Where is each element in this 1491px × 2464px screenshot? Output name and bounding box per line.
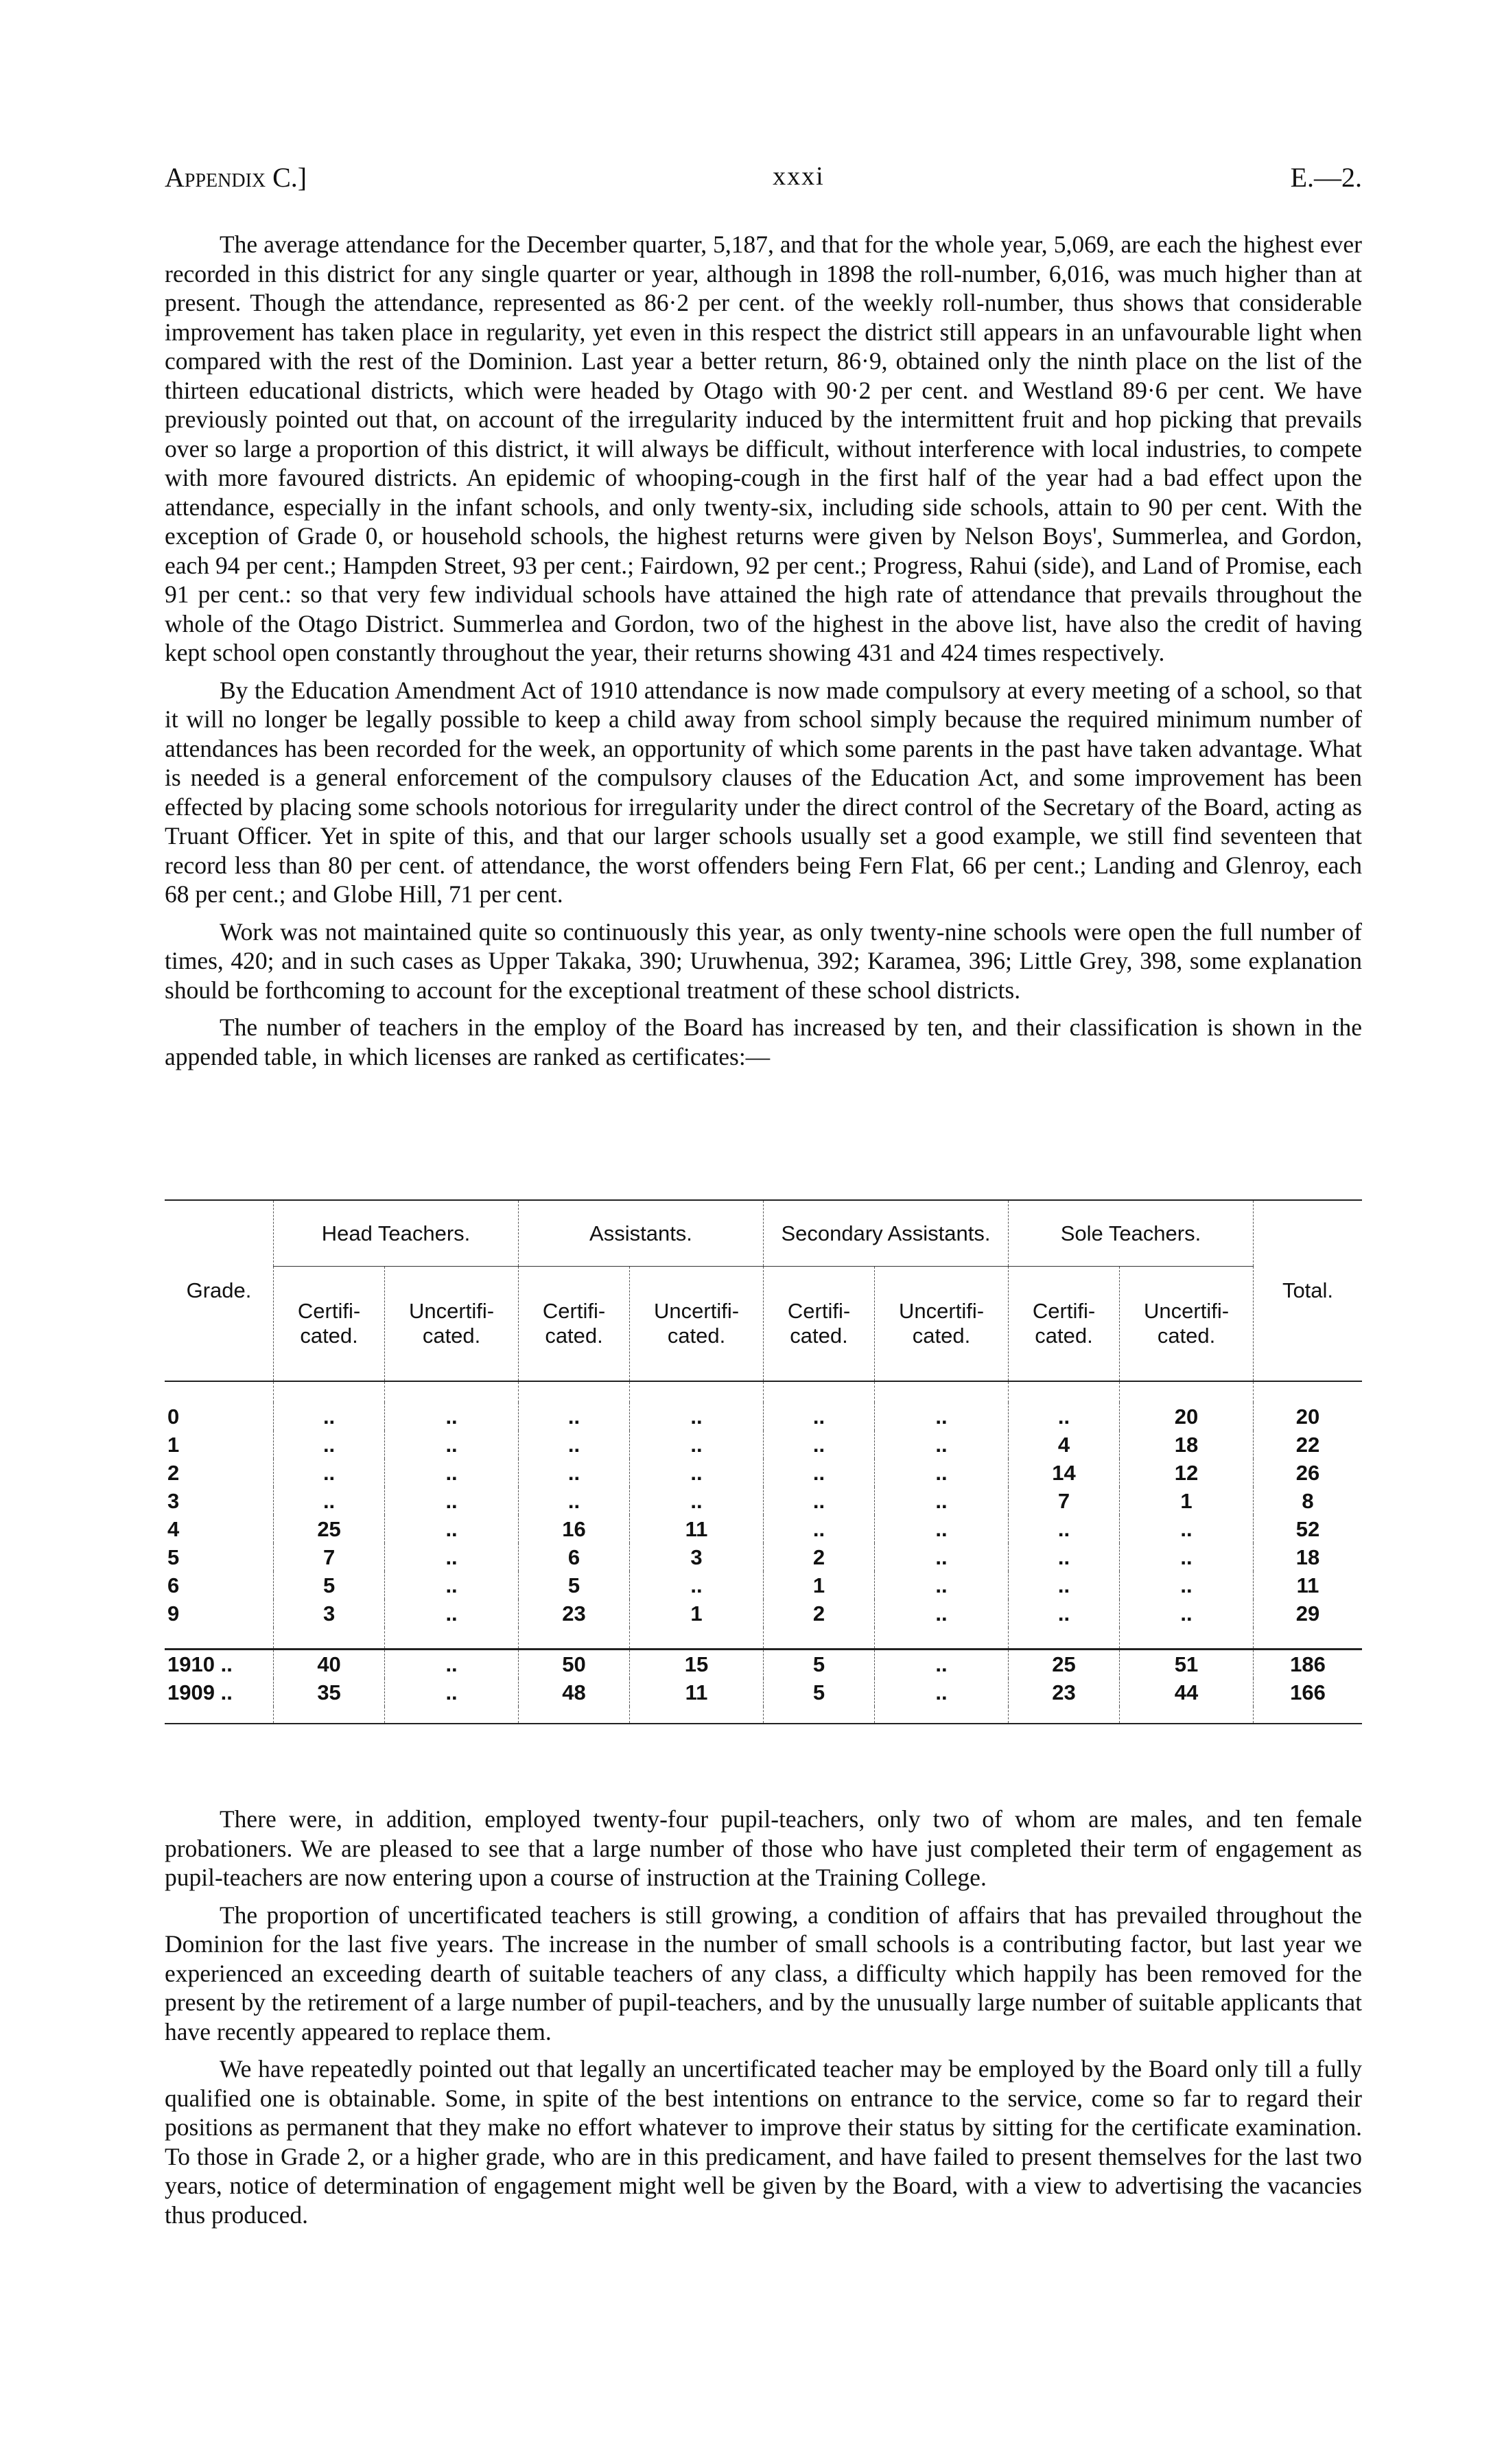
teachers-classification-table xyxy=(165,1199,1362,1724)
value-cell: 1 xyxy=(763,1571,874,1599)
value-cell: .. xyxy=(274,1431,385,1459)
spacer-cell xyxy=(630,1628,764,1650)
value-cell: .. xyxy=(875,1571,1009,1599)
spacer-cell xyxy=(1008,1381,1119,1403)
group-header: Assistants. xyxy=(518,1200,763,1267)
table-row xyxy=(165,1459,1362,1487)
value-cell: .. xyxy=(875,1678,1009,1706)
value-cell: .. xyxy=(763,1515,874,1543)
table-row xyxy=(165,1515,1362,1543)
value-cell: .. xyxy=(385,1515,519,1543)
value-cell: .. xyxy=(630,1459,764,1487)
value-cell: .. xyxy=(630,1431,764,1459)
table-row xyxy=(165,1431,1362,1459)
value-cell: 51 xyxy=(1120,1650,1254,1679)
value-cell: 7 xyxy=(1008,1487,1119,1515)
spacer-cell xyxy=(385,1706,519,1724)
spacer-cell xyxy=(1254,1381,1363,1403)
value-cell: .. xyxy=(875,1650,1009,1679)
spacer-cell xyxy=(763,1706,874,1724)
appendix-label: Appendix C.] xyxy=(165,162,307,193)
value-cell: 11 xyxy=(1254,1571,1363,1599)
value-cell: .. xyxy=(1120,1571,1254,1599)
sub-header: Uncertifi-cated. xyxy=(385,1267,519,1381)
value-cell: .. xyxy=(630,1487,764,1515)
value-cell: .. xyxy=(1120,1515,1254,1543)
spacer-cell xyxy=(630,1381,764,1403)
spacer-cell xyxy=(1008,1706,1119,1724)
spacer-cell xyxy=(1120,1381,1254,1403)
value-cell: 11 xyxy=(630,1678,764,1706)
spacer-cell xyxy=(1120,1706,1254,1724)
value-cell: 40 xyxy=(274,1650,385,1679)
value-cell: 8 xyxy=(1254,1487,1363,1515)
table-row xyxy=(165,1599,1362,1628)
grade-cell: 4 xyxy=(167,1517,180,1541)
value-cell: .. xyxy=(518,1403,629,1431)
value-cell: 15 xyxy=(630,1650,764,1679)
value-cell: 25 xyxy=(274,1515,385,1543)
body-text-top xyxy=(165,230,1362,1079)
value-cell: 48 xyxy=(518,1678,629,1706)
paragraph: The average attendance for the December quarter, 5,187, and that for the whole year, 5,069, are each the highest ever recorded in this district for any single quarter or year, although in 1898 the roll-number, 6,016, was much higher than at present. Though the attendance, represented as 86·2 per cent. of the weekly roll-number, thus shows that considerable improvement has taken place in regularity, yet even in this respect the district still appears in an unfavourable light when compared with the rest of the Dominion. Last year a better return, 86·9, obtained only the ninth place on the list of the thirteen educational districts, which were headed by Otago with 90·2 per cent. and Westland 89·6 per cent. We have previously pointed out that, on account of the irregularity induced by the intermittent fruit and hop picking that prevails over so large a proportion of this district, it will always be difficult, without interference with local industries, to compete with more favoured districts. An epidemic of whooping-cough in the first half of the year had a bad effect upon the attendance, especially in the infant schools, and only twenty-six, including side schools, attain to 90 per cent. With the exception of Grade 0, or household schools, the highest returns were given by Nelson Boys', Summerlea, and Gordon, each 94 per cent.; Hampden Street, 93 per cent.; Fairdown, 92 per cent.; Progress, Rahui (side), and Land of Promise, each 91 per cent.: so that very few individual schools have attained the high rate of attendance that prevails throughout the whole of the Otago District. Summerlea and Gordon, two of the highest in the above list, have also the credit of having kept school open constantly throughout the year, their returns showing 431 and 424 times respectively. xyxy=(165,231,1362,666)
spacer-cell xyxy=(1120,1628,1254,1650)
value-cell: .. xyxy=(875,1459,1009,1487)
value-cell: 20 xyxy=(1120,1403,1254,1431)
value-cell: .. xyxy=(763,1431,874,1459)
value-cell: 5 xyxy=(763,1678,874,1706)
spacer-cell xyxy=(763,1381,874,1403)
value-cell: .. xyxy=(518,1487,629,1515)
document-code: E.—2. xyxy=(1290,162,1362,193)
grade-cell: 1909 .. xyxy=(167,1680,233,1704)
value-cell: .. xyxy=(385,1571,519,1599)
value-cell: .. xyxy=(630,1571,764,1599)
value-cell: 166 xyxy=(1254,1678,1363,1706)
value-cell: .. xyxy=(385,1599,519,1628)
value-cell: 26 xyxy=(1254,1459,1363,1487)
value-cell: 2 xyxy=(763,1543,874,1571)
spacer-cell xyxy=(274,1706,385,1724)
spacer-row xyxy=(165,1381,1362,1403)
spacer-row xyxy=(165,1628,1362,1650)
page-header xyxy=(165,161,1362,193)
value-cell: 186 xyxy=(1254,1650,1363,1679)
value-cell: 18 xyxy=(1254,1543,1363,1571)
spacer-cell xyxy=(630,1706,764,1724)
value-cell: 12 xyxy=(1120,1459,1254,1487)
value-cell: .. xyxy=(385,1487,519,1515)
spacer-cell xyxy=(518,1628,629,1650)
value-cell: .. xyxy=(763,1487,874,1515)
value-cell: .. xyxy=(385,1543,519,1571)
spacer-cell xyxy=(875,1706,1009,1724)
value-cell: 5 xyxy=(518,1571,629,1599)
total-header: Total. xyxy=(1254,1200,1363,1381)
sub-header: Uncertifi-cated. xyxy=(1120,1267,1254,1381)
value-cell: .. xyxy=(518,1459,629,1487)
value-cell: .. xyxy=(1120,1543,1254,1571)
page-number: xxxi xyxy=(773,162,825,191)
spacer-cell xyxy=(518,1381,629,1403)
value-cell: 23 xyxy=(518,1599,629,1628)
value-cell: .. xyxy=(875,1431,1009,1459)
value-cell: 7 xyxy=(274,1543,385,1571)
value-cell: .. xyxy=(385,1678,519,1706)
value-cell: .. xyxy=(385,1431,519,1459)
value-cell: 50 xyxy=(518,1650,629,1679)
value-cell: .. xyxy=(1008,1403,1119,1431)
grade-cell: 6 xyxy=(167,1573,180,1597)
value-cell: 3 xyxy=(630,1543,764,1571)
value-cell: .. xyxy=(385,1403,519,1431)
spacer-cell xyxy=(385,1628,519,1650)
spacer-cell xyxy=(875,1381,1009,1403)
sub-header: Certifi-cated. xyxy=(274,1267,385,1381)
paragraph: Work was not maintained quite so continuously this year, as only twenty-nine schools were open the full number of times, 420; and in such cases as Upper Takaka, 390; Uruwhenua, 392; Karamea, 396; Little Grey, 398, some explanation should be forthcoming to account for the exceptional treatment of these school districts. xyxy=(165,917,1362,1004)
spacer-cell xyxy=(385,1381,519,1403)
value-cell: .. xyxy=(1008,1515,1119,1543)
value-cell: .. xyxy=(274,1487,385,1515)
value-cell: .. xyxy=(385,1459,519,1487)
paragraph: The number of teachers in the employ of the Board has increased by ten, and their classification is shown in the appended table, in which licenses are ranked as certificates:— xyxy=(165,1013,1362,1070)
value-cell: 3 xyxy=(274,1599,385,1628)
spacer-cell xyxy=(165,1628,274,1650)
value-cell: 23 xyxy=(1008,1678,1119,1706)
spacer-cell xyxy=(165,1706,274,1724)
value-cell: .. xyxy=(1008,1599,1119,1628)
value-cell: 14 xyxy=(1008,1459,1119,1487)
value-cell: 18 xyxy=(1120,1431,1254,1459)
grade-cell: 3 xyxy=(167,1489,180,1513)
value-cell: .. xyxy=(385,1650,519,1679)
value-cell: .. xyxy=(875,1403,1009,1431)
value-cell: .. xyxy=(763,1403,874,1431)
value-cell: 1 xyxy=(1120,1487,1254,1515)
group-header: Sole Teachers. xyxy=(1008,1200,1253,1267)
value-cell: 2 xyxy=(763,1599,874,1628)
grade-cell: 0 xyxy=(167,1405,180,1429)
spacer-cell xyxy=(274,1381,385,1403)
paragraph: We have repeatedly pointed out that legally an uncertificated teacher may be employed by the Board only till a fully qualified one is obtainable. Some, in spite of the best intentions on entrance to the service, come so far to regard their positions as permanent that they make no effort whatever to improve their status by sitting for the certificate examination. To those in Grade 2, or a higher grade, who are in this predicament, and have failed to present themselves for the last two years, notice of determination of engagement might well be given by the Board, with a view to advertising the vacancies thus produced. xyxy=(165,2055,1362,2229)
spacer-cell xyxy=(1008,1628,1119,1650)
spacer-cell xyxy=(518,1706,629,1724)
value-cell: .. xyxy=(274,1403,385,1431)
grade-header: Grade. xyxy=(186,1278,252,1302)
value-cell: .. xyxy=(875,1599,1009,1628)
sub-header: Uncertifi-cated. xyxy=(630,1267,764,1381)
sub-header: Uncertifi-cated. xyxy=(875,1267,1009,1381)
paragraph: By the Education Amendment Act of 1910 attendance is now made compulsory at every meeting of a school, so that it will no longer be legally possible to keep a child away from school simply because the required minimum number of attendances has been recorded for the week, an opportunity of which some parents in the past have taken advantage. What is needed is a general enforcement of the compulsory clauses of the Education Act, and some improvement has been effected by placing some schools notorious for irregularity under the direct control of the Secretary of the Board, acting as Truant Officer. Yet in spite of this, and that our larger schools usually set a good example, we still find seventeen that record less than 80 per cent. of attendance, the worst offenders being Fern Flat, 66 per cent.; Landing and Glenroy, each 68 per cent.; and Globe Hill, 71 per cent. xyxy=(165,676,1362,908)
spacer-cell xyxy=(763,1628,874,1650)
grade-cell: 1910 .. xyxy=(167,1652,233,1676)
value-cell: 20 xyxy=(1254,1403,1363,1431)
table-row xyxy=(165,1543,1362,1571)
spacer-cell xyxy=(165,1381,274,1403)
value-cell: 4 xyxy=(1008,1431,1119,1459)
body-text-bottom xyxy=(165,1805,1362,2238)
spacer-cell xyxy=(274,1628,385,1650)
value-cell: 29 xyxy=(1254,1599,1363,1628)
table-row xyxy=(165,1571,1362,1599)
table-row xyxy=(165,1487,1362,1515)
value-cell: .. xyxy=(875,1543,1009,1571)
table-row xyxy=(165,1678,1362,1706)
value-cell: .. xyxy=(518,1431,629,1459)
grade-cell: 2 xyxy=(167,1461,180,1485)
value-cell: 35 xyxy=(274,1678,385,1706)
value-cell: .. xyxy=(1120,1599,1254,1628)
value-cell: .. xyxy=(1008,1571,1119,1599)
spacer-cell xyxy=(1254,1706,1363,1724)
value-cell: 11 xyxy=(630,1515,764,1543)
group-header: Secondary Assistants. xyxy=(763,1200,1008,1267)
value-cell: 52 xyxy=(1254,1515,1363,1543)
paragraph: There were, in addition, employed twenty-four pupil-teachers, only two of whom are males, and ten female probationers. We are pleased to see that a large number of those who have just completed their term of engagement as pupil-teachers are now entering upon a course of instruction at the Training College. xyxy=(165,1805,1362,1891)
paragraph: The proportion of uncertificated teachers is still growing, a condition of affairs that has prevailed throughout the Dominion for the last five years. The increase in the number of small schools is a contributing factor, but last year we experienced an exceeding dearth of suitable teachers of any class, a difficulty which happily has been removed for the present by the retirement of a large number of pupil-teachers, and by the unusually large number of suitable applicants that have recently appeared to replace them. xyxy=(165,1901,1362,2045)
grade-cell: 1 xyxy=(167,1433,180,1457)
sub-header: Certifi-cated. xyxy=(1008,1267,1119,1381)
value-cell: 44 xyxy=(1120,1678,1254,1706)
spacer-cell xyxy=(875,1628,1009,1650)
sub-header: Certifi-cated. xyxy=(763,1267,874,1381)
value-cell: .. xyxy=(875,1487,1009,1515)
value-cell: 16 xyxy=(518,1515,629,1543)
value-cell: 5 xyxy=(763,1650,874,1679)
value-cell: 1 xyxy=(630,1599,764,1628)
spacer-row xyxy=(165,1706,1362,1724)
group-header: Head Teachers. xyxy=(274,1200,519,1267)
value-cell: .. xyxy=(1008,1543,1119,1571)
value-cell: 25 xyxy=(1008,1650,1119,1679)
value-cell: .. xyxy=(274,1459,385,1487)
value-cell: 22 xyxy=(1254,1431,1363,1459)
sub-header: Certifi-cated. xyxy=(518,1267,629,1381)
grade-cell: 5 xyxy=(167,1545,180,1569)
table-row xyxy=(165,1403,1362,1431)
value-cell: .. xyxy=(875,1515,1009,1543)
value-cell: 6 xyxy=(518,1543,629,1571)
value-cell: 5 xyxy=(274,1571,385,1599)
table-row xyxy=(165,1650,1362,1679)
value-cell: .. xyxy=(763,1459,874,1487)
value-cell: .. xyxy=(630,1403,764,1431)
grade-cell: 9 xyxy=(167,1601,180,1626)
spacer-cell xyxy=(1254,1628,1363,1650)
